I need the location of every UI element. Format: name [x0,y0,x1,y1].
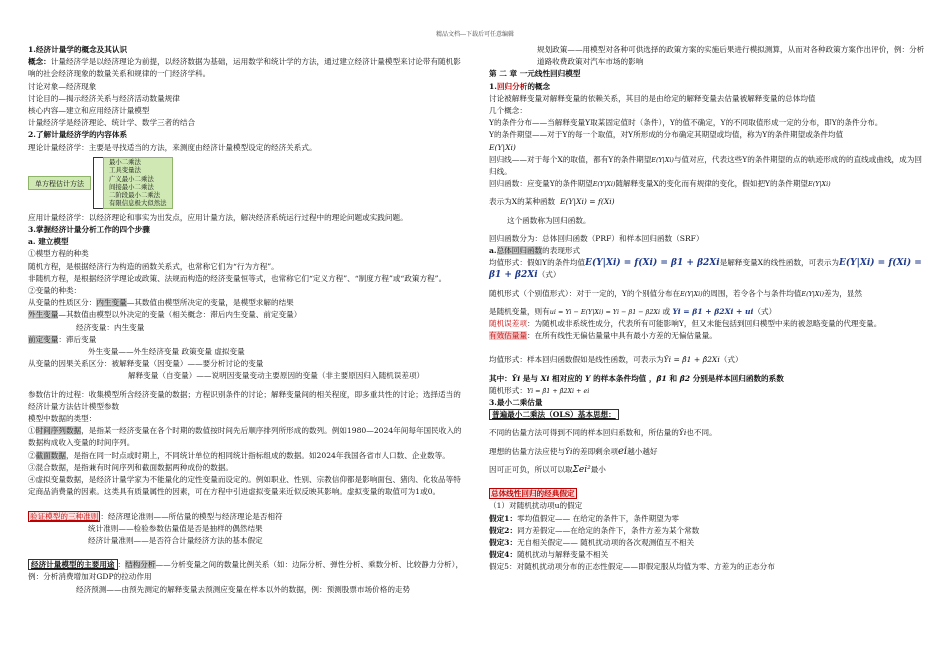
text: 均值形式：假如Y的条件均值 [489,258,586,268]
object-line: 讨论对象—经济现象 [28,81,97,91]
text: ，是指在同一时点或时期上，不同统计单位的相同统计指标组成的数据。如2024年我国各省市人口数、企业数等。 [65,450,450,460]
text: a. [489,246,497,256]
text: 是与 [520,373,541,383]
equation-types: ①模型方程的种类 [28,249,89,259]
text: 或 [662,306,671,316]
ols-title: 3.最小二乘估量 [489,398,543,408]
text: 相对应的 [549,373,586,383]
assumption-5: 假定5：对随机扰动项分布的正态性假定——即假定服从均值为零、方差为的正态分布 [489,562,775,572]
applied-econometrics-line: 应用计量经济学：以经济理论和事实为出发点，应用计量方法，解决经济系统运行过程中的理论问题或实践问题。 [28,212,408,222]
spacer [28,499,468,511]
text: ② [28,450,36,460]
left-column [28,44,468,596]
text: 随机形式（个别值形式）：对于一定的，Y的个别值分布在 [489,288,681,298]
text: ：经济理论准则——所估量的模型与经济理论是否相符 [100,511,283,521]
concept-text: 计量经济学是以经济理论为前提，以经济数据为基础，运用数学和统计学的方法，通过建立经济计量模型来讨论带有随机影响的社会经济现象的数量关系和规律的一门经济学科。 [28,57,461,79]
criteria-label: 验证模型的三种准则 [30,511,99,521]
text: （式） [537,270,561,280]
text: 也不同。 [686,428,717,438]
mean-formula: E(Y|Xi) = f(Xi) = β1 + β2Xi [585,258,720,269]
uses-line: 经济计量模型的主要用途 ：结构分析——分析变量之间的数量比例关系（如：边际分析、弹性分析、乘数分析、比较静力分析），例：分析消费增加对GDP的拉动作用 [28,560,464,582]
section-3-title: 3.掌握经济计量分析工作的四个步骤 [28,225,150,235]
econometric-criteria: 经济计量准则——是否符合计量经济方法的基本假定 [88,535,263,545]
regression-desc: 讨论被解释变量对解释变量的依赖关系，其目的是由给定的解释变量去估量被解释变量的总体均值 [489,93,816,103]
diagram-item: 二阶段最小二乘法 [109,191,161,200]
diagram-item: 广义最小二乘法 [109,174,154,183]
srf-formula: Ŷi = β̂1 + β̂2Xi [663,355,720,365]
diagram-items [103,157,173,209]
diagram-item: 工具变量法 [109,166,141,175]
random-form-line [489,288,929,300]
time-series-line [28,425,468,449]
text: 随机扰动与解释变量不相关 [517,550,609,560]
text: 和 [666,373,680,383]
spacer [28,547,468,559]
srf-note-line [489,373,929,385]
variable-types: ②变量的种类： [28,286,82,296]
text: 假定4： [489,550,518,560]
formula: β̂2 [679,373,691,383]
efficient-estimator-line [489,330,929,342]
criteria-line [28,511,468,523]
text: 表示为X的某种函数 [489,197,556,207]
regression-function-line [489,178,929,190]
text: 的概念 [527,81,551,91]
ols-idea-label: 普遍最小二乘法（OLS）基本思想： [489,409,619,420]
cond-expect-line: Y的条件期望——对于Y的每一个取值，对Y所形成的分布确定其期望或均值，称为Y的条件期望或条件均值 [489,130,844,140]
text: 随机形式： [489,385,527,395]
formula: E(Y|Xi) [680,289,703,298]
time-series-term: 时间序列数据 [35,426,82,436]
text: （式） [719,355,743,365]
explanatory-line: 解释变量（自变量）——说明因变量变动主要原因的变量（非主要原因归入随机误差项） [128,371,425,381]
core-line: 核心内容—建立和应用经济计量模型 [28,106,150,116]
text: —其数值由模型所决定的变量，是模型求解的结果 [126,298,294,308]
dummy-data-line: ④虚拟变量数据，是经济计量学家为不能量化的定性变量而设定的。例如职业、性别、宗教信仰都是影响面包、猪肉、化妆品等特定商品消费量的因素。这类具有质量属性的因素，可在方程中引进虚拟变量来近似反映其影响。虚拟变量的取值可为1或0。 [28,475,461,497]
text: 假定2： [489,525,518,535]
text: 理想的估量方法应使与 [489,446,565,456]
formula: ei [617,445,628,457]
combination-line: 计量经济学是经济理论、统计学、数学三者的结合 [28,118,196,128]
formula: β̂1 [656,373,667,383]
text: 分别是样本回归函数的系数 [690,373,784,383]
concept-label: 概念： [28,57,51,67]
text: ① [28,426,36,436]
text: 差为，显然 [824,288,862,298]
assumptions-title-line [489,488,929,500]
page-header: 精品文档---下载后可任意编辑 [435,31,515,38]
causal-line: 从变量的因果关系区分：被解释变量（因变量）——要分析讨论的变量 [28,359,264,369]
prf-srf-line: 回归函数分为：总体回归函数（PRF）和样本回归函数（SRF） [489,233,704,243]
text: 的表现形式 [542,246,581,256]
srf-mean-line [489,354,929,366]
random-variable-line [489,306,929,318]
text: 的差即剩余项 [572,446,618,456]
random-equation: 随机方程，是根据经济行为构造的函数关系式，也常称它们为“行为方程”。 [28,261,279,271]
srf-random-formula: Yi = β̂1 + β̂2Xi + ei [526,386,590,395]
exogenous-line [28,309,468,321]
assumption-2 [489,525,929,537]
ols-line-3 [489,464,929,476]
regression-line-desc [489,154,929,178]
text: ，是指某一经济变量在各个时期的数值按时间先后顺序排列所形成的数列。例如1980—2024年间每年国民收入的数据构成收入变量的时间序列。 [28,426,462,448]
text: 1. [489,81,497,91]
assumption-intro: （1）对随机扰动项u的假定 [489,501,583,511]
predetermined-line [28,334,468,346]
cond-expect-formula: E(Y|Xi) [489,142,516,152]
text: 是解释变量X的线性函数，可表示为 [719,258,840,268]
text: ：滞后变量 [58,334,97,344]
text: —其数值由模型以外决定的变量（相关概念：滞后内生变量、前定变量） [58,310,302,320]
assumptions-title: 总体线性回归的经典假定 [491,489,575,499]
exogenous-types-line: 外生变量——外生经济变量 政策变量 虚拟变量 [88,347,245,357]
purpose-line: 讨论目的—揭示经济关系与经济活动数量规律 [28,93,180,103]
concepts-line: 几个概念： [489,106,527,116]
prf-term: 总体回归函数 [496,246,543,256]
formula: Y [585,373,591,383]
mixed-data-line: ③混合数据，是指兼有时间序列和截面数据两种成份的数据。 [28,462,234,472]
predetermined-term: 前定变量 [28,334,59,344]
text: ——分析变量之间的数量比例关系（如：边际分析、弹性分析、乘数分析、比较静力分析），例：分析消费增加对GDP的拉动作用 [28,560,464,582]
cross-section-term: 截面数据 [35,450,66,460]
uses-label: 经济计量模型的主要用途 [28,559,118,570]
policy-line: 规划政策——用模型对各种可供选择的政策方案的实施后果进行模拟测算，从而对各种政策方案作出评价，例：分析道路收费政策对汽车市场的影响 [537,45,925,67]
step-a-title: a. 建立模型 [28,237,69,247]
text: 因可正可负，所以可以取 [489,464,573,474]
text: ：为随机或非系统性成分，代表所有可能影响Y，但又未能包括到回归模型中来的被忽略变量的代理变量。 [526,319,882,329]
diagram-item: 间接最小二乘法 [109,182,154,191]
cond-dist-line: Y的条件分布——当解释变量Y取某固定值时（条件），Y的值不确定，Y的不同取值形成一定的分布，即Y的条件分布。 [489,118,883,128]
formula: Xi [540,373,550,383]
text: 的样本条件均值 ， [590,373,657,383]
text: 假定1： [489,513,518,523]
text: 最小 [590,464,606,474]
text: 是随机变量，则有 [489,306,550,316]
spacer [489,476,929,488]
concept-paragraph [28,56,468,80]
theory-econometrics-line: 理论计量经济学：主要是寻找适当的方法，来测度由经济计量模型设定的经济关系式。 [28,142,317,152]
chapter-title: 第 二 章 一元线性回归模型 [489,69,581,79]
efficient-term: 有效估量量 [489,331,527,341]
text: 无自相关假定—— 随机扰动项的各次观测值互不相关 [517,537,695,547]
function-formula: E(Y|Xi) = f(Xi) [559,197,615,207]
estimation-process: 参数估计的过程：收集模型所含经济变量的数据；方程识别条件的讨论；解释变量间的相关程度，即多重共性的讨论；选择适当的经济计量方法估计模型参数 [28,389,461,411]
error-formula: ui = Yi − E(Y|Xi) = Yi − β1 − β2Xi [549,307,661,316]
text: ：在所有线性无偏估量量中具有最小方差的无偏估量量。 [526,331,717,341]
cross-section-line [28,450,468,462]
section-2-title: 2.了解计量经济学的内容体系 [28,130,128,140]
assumption-1 [489,513,929,525]
text: 假定3： [489,537,518,547]
ols-line-2 [489,446,929,458]
estimation-methods-diagram [28,156,468,210]
error-term: 随机误差项 [489,319,527,329]
formula: Ŷi [678,428,687,438]
text: （式） [753,306,777,316]
spacer [489,342,929,354]
regression-term: 回归分析 [496,81,528,91]
endogenous-line [28,297,468,309]
nonrandom-equation: 非随机方程，是根据经济学理论或政策、法规而构造的经济变量恒等式，也常称它们“定义方程”、“制度方程”或“政策方程”。 [28,273,447,283]
formula: E(Y|Xi) [592,180,616,189]
econ-variable-line: 经济变量：内生变量 [76,322,145,332]
formula: Ŷi [564,446,573,456]
stat-criteria: 统计准则——检验参数估量值是否是抽样的偶然结果 [88,523,263,533]
mean-formula-repeat: E(Y|Xi) = f(Xi) = β1 + β2Xi [489,258,922,281]
assumption-3 [489,537,929,549]
function-name-line: 这个函数称为回归函数。 [507,215,591,225]
formula: Ŷi [511,373,521,383]
prf-form-line [489,245,929,257]
text: 其中： [489,373,512,383]
mean-form-line [489,257,929,281]
formula: E(Y|Xi) [808,180,831,189]
text: 的周围，若令各个与条件均值 [702,288,802,298]
text: 从变量的性质区分： [28,298,97,308]
regression-title [489,81,929,93]
diagram-brace [93,157,103,209]
text: 回归线——对于每个X的取值，都有Y的条件期望 [489,154,652,164]
endogenous-term: 内生变量 [96,298,127,308]
error-term-line [489,318,929,330]
text: 零均值假定—— 在给定的条件下，条件期望为零 [517,513,679,523]
ols-line-1 [489,427,929,439]
diagram-main-label: 单方程估计方法 [28,176,91,190]
text: 随解释变量X的变化而有规律的变化，假如把Y的条件期望 [615,179,809,189]
data-types: 模型中数据的类型： [28,414,97,424]
text: 回归函数：应变量Y的条件期望 [489,179,593,189]
diagram-item: 最小二乘法 [109,157,141,166]
text: 均值形式：样本回归函数假如是线性函数，可表示为 [489,355,664,365]
text: 越小越好 [627,446,658,456]
exogenous-term: 外生变量 [28,310,59,320]
right-column [489,44,929,574]
formula: E(Y|Xi) [651,155,674,164]
structure-analysis-term: 结构分析 [125,560,156,570]
ols-idea-line [489,409,929,421]
text: 不同的估量方法可得到不同的样本回归系数和，所估量的 [489,428,679,438]
diagram-item: 有限信息极大似然法 [109,199,167,208]
function-form-line [489,196,929,208]
assumption-4 [489,549,929,561]
model-formula: Yi = β1 + β2Xi + ui [672,306,754,316]
section-1-title: 1.经济计量学的概念及其认识 [28,45,128,54]
forecast-line: 经济预测——由预先测定的解释变量去预测应变量在样本以外的数据，例：预测股票市场价格的走势 [76,584,411,594]
formula: E(Y|Xi) [801,289,825,298]
srf-random-line [489,385,929,397]
text: 同方差假定——在给定的条件下，条件方差为某个常数 [517,525,700,535]
text: 与值对应，代表这些Y的条件期望的点的轨迹形成的的直线或曲线，成为回归线。 [489,154,922,177]
formula: Σei² [572,464,591,475]
